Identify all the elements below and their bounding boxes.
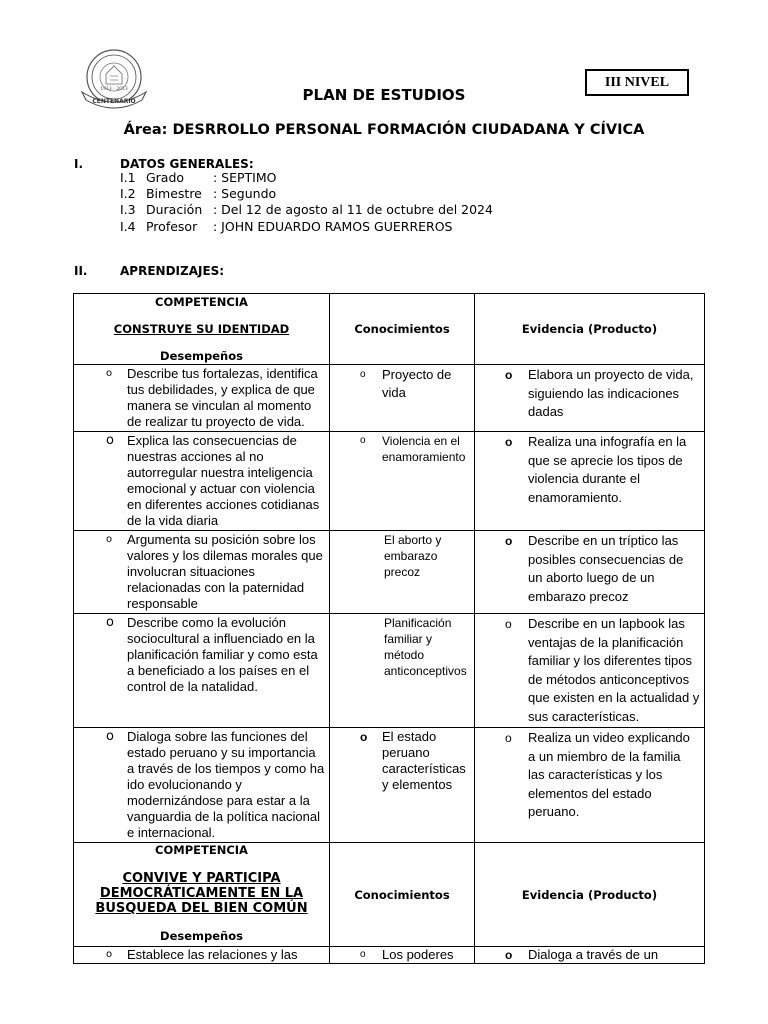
table-row bbox=[74, 614, 705, 728]
table-row bbox=[74, 432, 705, 531]
bullet-icon: o bbox=[505, 948, 513, 962]
document-title: PLAN DE ESTUDIOS bbox=[302, 86, 466, 104]
bullet-icon: o bbox=[505, 617, 512, 631]
competence-header bbox=[74, 843, 330, 947]
svg-text:CENTENARIO: CENTENARIO bbox=[92, 98, 136, 105]
conocimiento-cell: El aborto y embarazo precoz bbox=[330, 531, 475, 614]
conocimiento-cell: o Los poderes bbox=[330, 947, 475, 964]
desempeno-cell: o Dialoga sobre las funciones del estado peruano y su importancia a través de los tiempos y como ha ido evolucionando y modernizándose para estar a la vanguardia de la política nacional e internacional. bbox=[74, 728, 330, 843]
table-row bbox=[74, 365, 705, 432]
evidencia-cell: o Realiza una infografía en la que se aprecie los tipos de violencia durante el enamoramiento. bbox=[475, 432, 705, 531]
evidencia-cell: o Elabora un proyecto de vida, siguiendo las indicaciones dadas bbox=[475, 365, 705, 432]
conocimiento-cell: o Violencia en el enamoramiento bbox=[330, 432, 475, 531]
competence-name: CONSTRUYE SU IDENTIDAD bbox=[113, 322, 290, 336]
bullet-icon: o bbox=[360, 730, 368, 744]
bullet-icon: o bbox=[106, 433, 114, 448]
bullet-icon: o bbox=[360, 435, 366, 446]
section2-number: II. bbox=[74, 264, 88, 278]
svg-text:1913 - 2013: 1913 - 2013 bbox=[100, 87, 128, 92]
level-badge: III NIVEL bbox=[585, 69, 689, 96]
desempeno-cell: o Describe como la evolución sociocultural a influenciado en la planificación familiar y como esta a beneficiado a los países en el control de la natalidad. bbox=[74, 614, 330, 728]
table-row bbox=[74, 947, 705, 964]
section2-title: APRENDIZAJES: bbox=[120, 264, 225, 278]
learning-table bbox=[73, 293, 705, 964]
evidencia-header: Evidencia (Producto) bbox=[475, 294, 705, 365]
conocimiento-cell: o El estado peruano características y elementos bbox=[330, 728, 475, 843]
bullet-icon: o bbox=[106, 615, 114, 630]
bullet-icon: o bbox=[360, 949, 366, 960]
table-header-row bbox=[74, 294, 705, 365]
bullet-icon: o bbox=[505, 731, 512, 745]
evidencia-cell: o Describe en un lapbook las ventajas de la planificación familiar y los diferentes tipos de métodos anticonceptivos que existen en la actualidad y sus características. bbox=[475, 614, 705, 728]
desempeno-cell: o Explica las consecuencias de nuestras acciones al no autorregular nuestra inteligencia emocional y actuar con violencia en diferentes acciones cotidianas de la vida diaria bbox=[74, 432, 330, 531]
area-title: Área: DESRROLLO PERSONAL FORMACIÓN CIUDADANA Y CÍVICA bbox=[123, 122, 645, 138]
bullet-icon: o bbox=[360, 369, 366, 380]
evidencia-cell: o Dialoga a través de un bbox=[475, 947, 705, 964]
bullet-icon: o bbox=[505, 368, 513, 382]
bullet-icon: o bbox=[505, 435, 513, 449]
evidencia-cell: o Realiza un video explicando a un miembro de la familia las características y los elementos del estado peruano. bbox=[475, 728, 705, 843]
competence-label: COMPETENCIA bbox=[155, 843, 248, 857]
info-row: I.4 Profesor : JOHN EDUARDO RAMOS GUERREROS bbox=[120, 219, 453, 234]
competence-header bbox=[74, 294, 330, 365]
table-row bbox=[74, 531, 705, 614]
conocimiento-cell: Planificación familiar y método anticonceptivos bbox=[330, 614, 475, 728]
conocimientos-header: Conocimientos bbox=[330, 294, 475, 365]
desempenos-label: Desempeños bbox=[160, 349, 243, 363]
info-row: I.3 Duración : Del 12 de agosto al 11 de octubre del 2024 bbox=[120, 202, 493, 217]
conocimiento-cell: o Proyecto de vida bbox=[330, 365, 475, 432]
competence-label: COMPETENCIA bbox=[155, 295, 248, 309]
desempeno-cell: o Describe tus fortalezas, identifica tus debilidades, y explica de que manera se vinculan al momento de realizar tu proyecto de vida. bbox=[74, 365, 330, 432]
desempeno-cell: o Argumenta su posición sobre los valores y los dilemas morales que involucran situaciones relacionadas con la paternidad responsable bbox=[74, 531, 330, 614]
competence-name: CONVIVE Y PARTICIPA DEMOCRÁTICAMENTE EN LA BUSQUEDA DEL BIEN COMÚN bbox=[95, 871, 308, 916]
evidencia-header: Evidencia (Producto) bbox=[475, 843, 705, 947]
evidencia-cell: o Describe en un tríptico las posibles consecuencias de un aborto luego de un embarazo precoz bbox=[475, 531, 705, 614]
table-header-row bbox=[74, 843, 705, 947]
info-row: I.1 Grado : SEPTIMO bbox=[120, 170, 277, 185]
bullet-icon: o bbox=[505, 534, 513, 548]
conocimientos-header: Conocimientos bbox=[330, 843, 475, 947]
table-row bbox=[74, 728, 705, 843]
desempenos-label: Desempeños bbox=[160, 929, 243, 943]
bullet-icon: o bbox=[106, 729, 114, 744]
info-row: I.2 Bimestre : Segundo bbox=[120, 186, 277, 201]
section1-number: I. bbox=[74, 157, 84, 171]
section1-title: DATOS GENERALES: bbox=[120, 157, 254, 171]
bullet-icon: o bbox=[106, 368, 113, 379]
bullet-icon: o bbox=[106, 534, 113, 545]
bullet-icon: o bbox=[106, 949, 113, 960]
desempeno-cell: o Establece las relaciones y las bbox=[74, 947, 330, 964]
